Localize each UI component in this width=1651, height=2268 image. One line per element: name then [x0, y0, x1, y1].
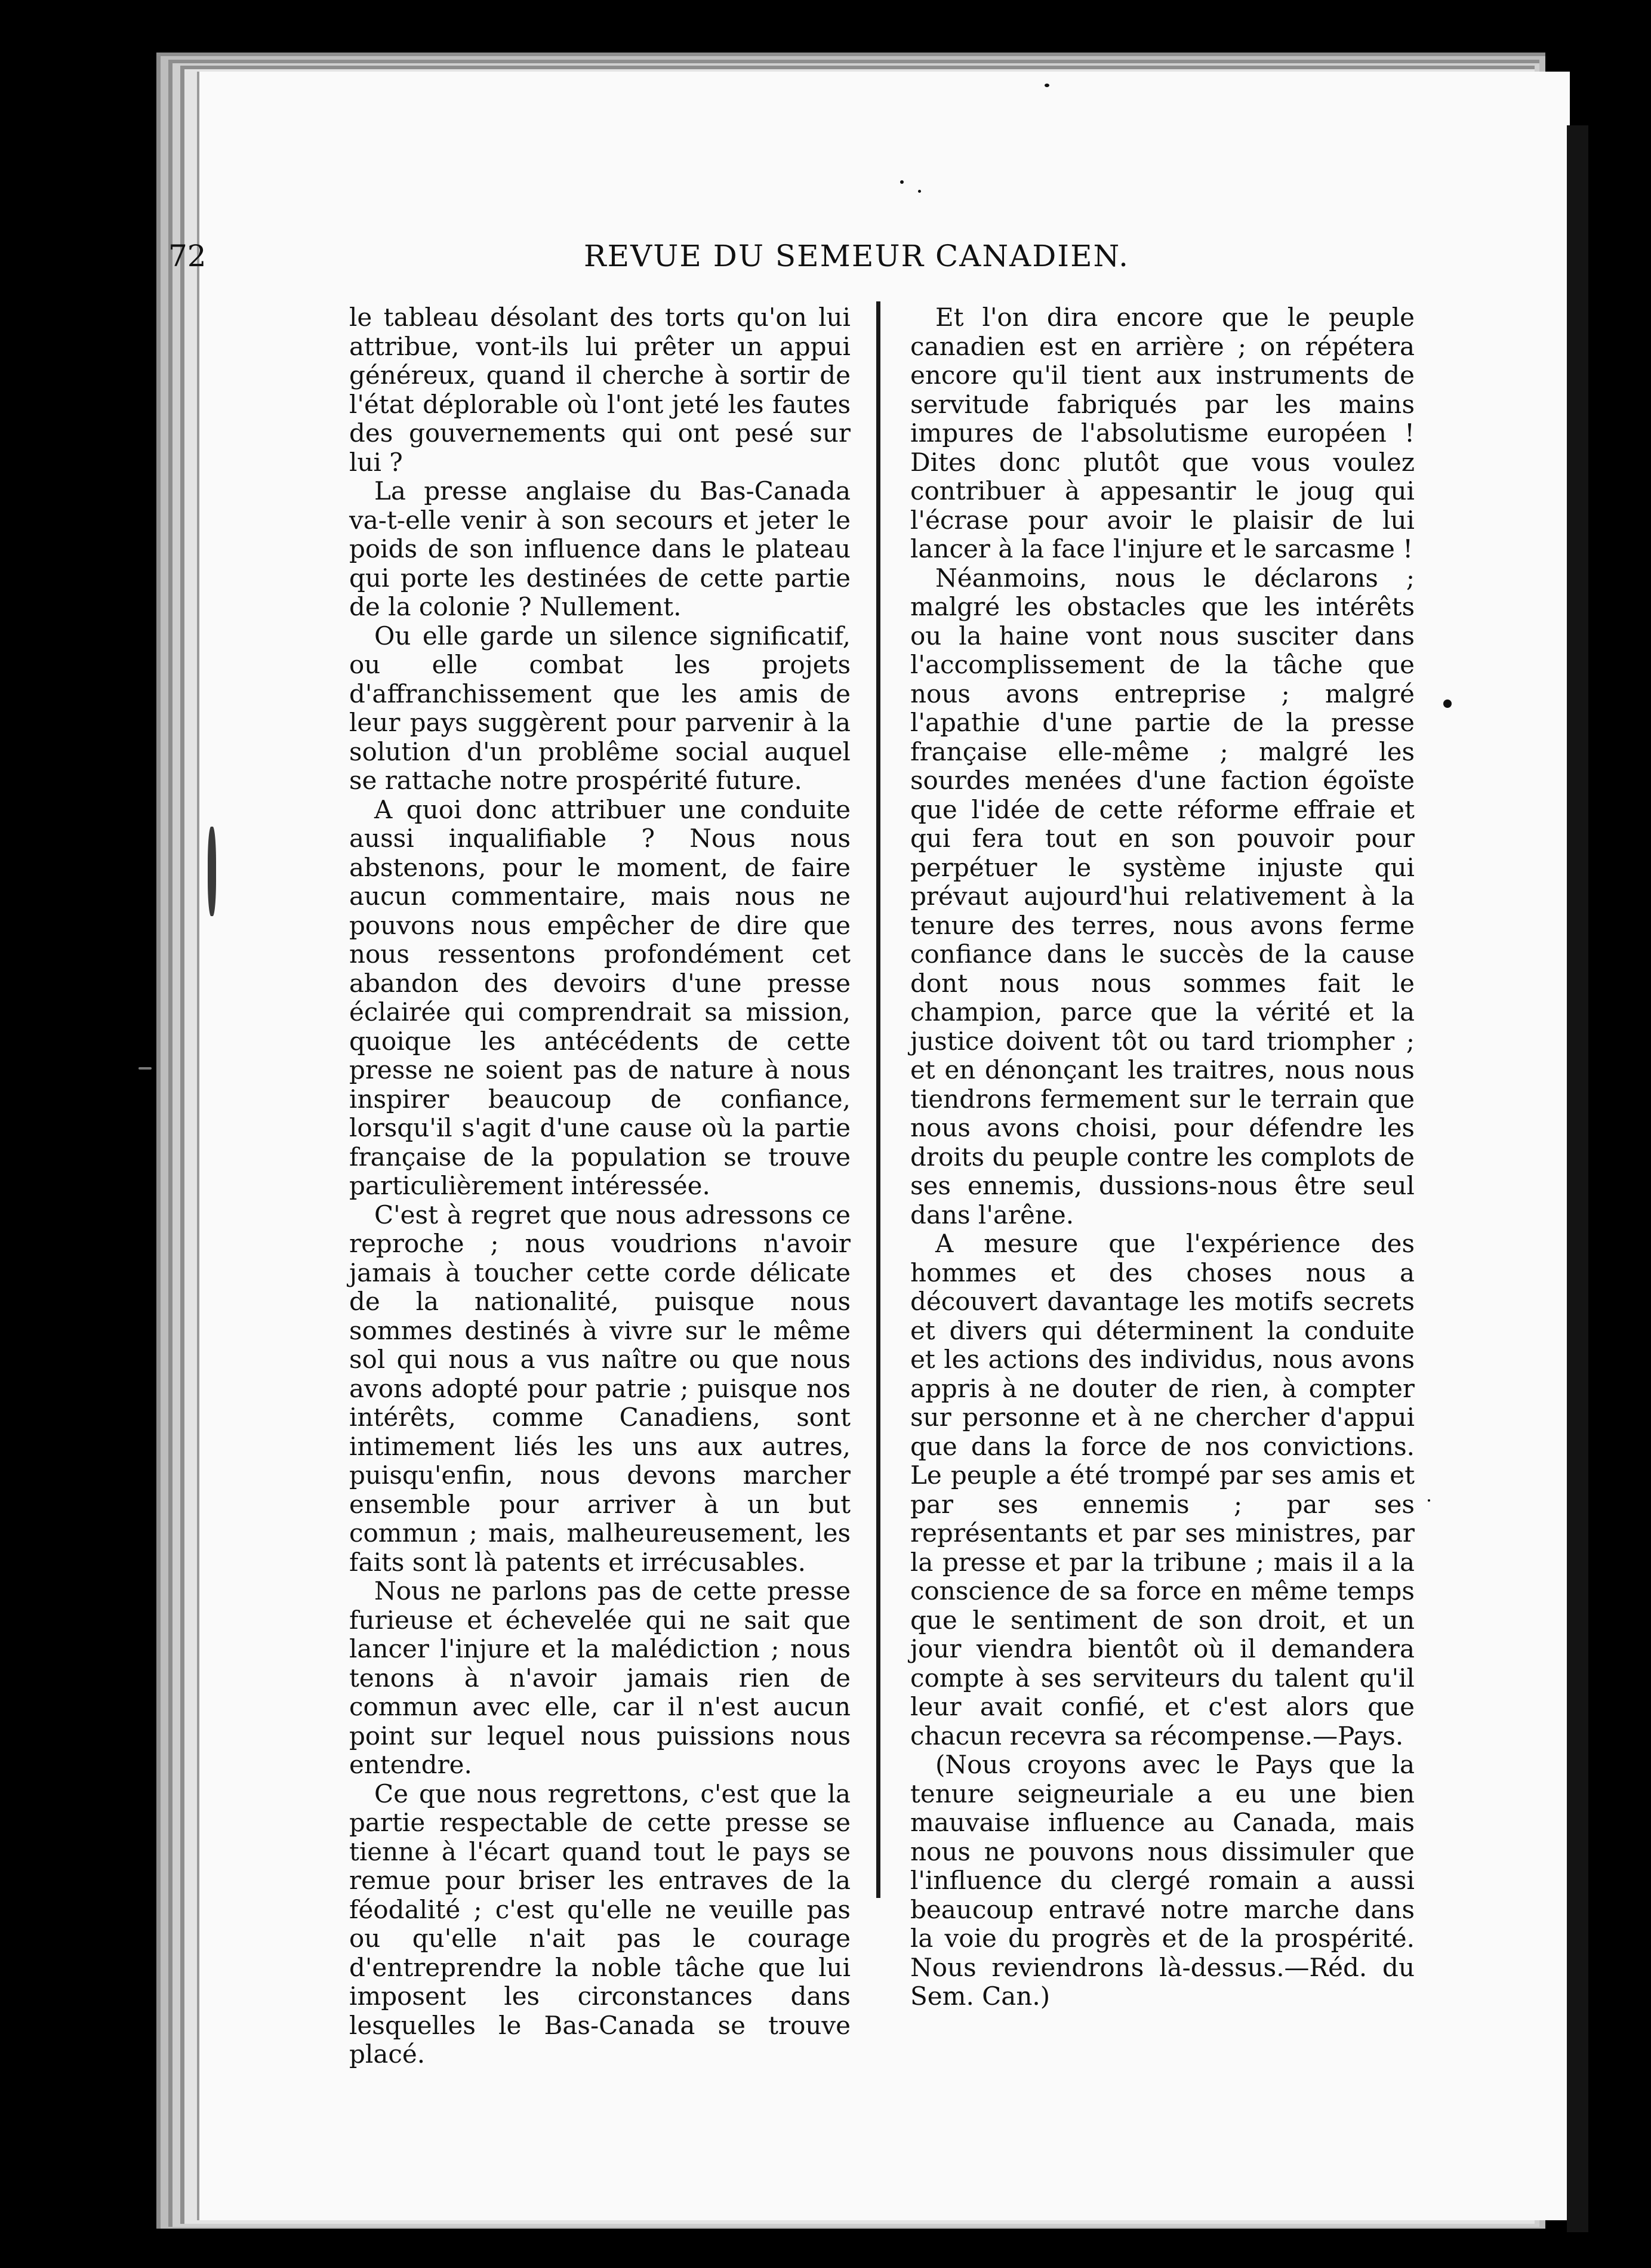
paragraph: C'est à regret que nous adressons ce reproche ; nous voudrions n'avoir jamais à toucher cette corde délicate de la nationalité, puisque nous sommes destinés à vivre sur le même sol qui nous a vus naître ou que nous avons adopté pour patrie ; puisque nos intérêts, comme Canadiens, sont intimement liés les uns aux autres, puisqu'enfin, nous devons marcher ensemble pour arriver à un but commun ; mais, malheureusement, les faits sont là patents et irrécusables. [349, 1200, 851, 1577]
paragraph: le tableau désolant des torts qu'on lui attribue, vont-ils lui prêter un appui généreux, quand il cherche à sortir de l'état déplorable où l'ont jeté les fautes des gouvernements qui ont pesé sur lui ? [349, 303, 851, 477]
paragraph: La presse anglaise du Bas-Canada va-t-elle venir à son secours et jeter le poids de son influence dans le plateau qui porte les destinées de cette partie de la colonie ? Nullement. [349, 476, 851, 621]
right-text-column [910, 303, 1415, 2011]
paragraph: A quoi donc attribuer une conduite aussi inqualifiable ? Nous nous abstenons, pour le moment, de faire aucun commentaire, mais nous ne pouvons nous empêcher de dire que nous ressentons profondément cet abandon des devoirs d'une presse éclairée qui comprendrait sa mission, quoique les antécédents de cette presse ne soient pas de nature à nous inspirer beaucoup de confiance, lorsqu'il s'agit d'une cause où la partie française de la population se trouve particulièrement intéressée. [349, 794, 851, 1200]
ink-speck [1428, 1499, 1430, 1502]
paragraph: Nous ne parlons pas de cette presse furieuse et échevelée qui ne sait que lancer l'injure et la malédiction ; nous tenons à n'avoir jamais rien de commun avec elle, car il n'est aucun point sur lequel nous puissions nous entendre. [349, 1576, 851, 1779]
page-wear-mark [138, 1067, 152, 1070]
running-title: REVUE DU SEMEUR CANADIEN. [583, 239, 1130, 273]
ink-speck [1443, 699, 1452, 708]
ink-speck [900, 180, 904, 184]
paragraph: Néanmoins, nous le déclarons ; malgré les obstacles que les intérêts ou la haine vont nous susciter dans l'accomplissement de la tâche que nous avons entreprise ; malgré l'apathie d'une partie de la presse française elle-même ; malgré les sourdes menées d'une faction égoïste que l'idée de cette réforme effraie et qui fera tout en son pouvoir pour perpétuer le système injuste qui prévaut aujourd'hui relativement à la tenure des terres, nous avons ferme confiance dans le succès de la cause dont nous nous sommes fait le champion, parce que la vérité et la justice doivent tôt ou tard triompher ; et en dénonçant les traitres, nous nous tiendrons fermement sur le terrain que nous avons choisi, pour défendre les droits du peuple contre les complots de ses ennemis, dussions-nous être seul dans l'arêne. [910, 563, 1415, 1229]
ink-speck [918, 190, 921, 193]
column-divider [876, 301, 880, 1898]
ink-speck [1045, 84, 1049, 87]
left-text-column [349, 303, 851, 2069]
page-header [0, 239, 1651, 292]
page-number: 72 [168, 239, 207, 273]
page-wear-mark [208, 827, 216, 916]
paragraph: A mesure que l'expérience des hommes et des choses nous a découvert davantage les motifs secrets et divers qui déterminent la conduite et les actions des individus, nous avons appris à ne douter de rien, à compter sur personne et à ne chercher d'appui que dans la force de nos convictions. Le peuple a été trompé par ses amis et par ses ennemis ; par ses représentants et par ses ministres, par la presse et par la tribune ; mais il a la conscience de sa force en même temps que le sentiment de son droit, et un jour viendra bientôt où il demandera compte à ses serviteurs du talent qu'il leur avait confié, et c'est alors que chacun recevra sa récompense.—Pays. [910, 1229, 1415, 1751]
paragraph: Ce que nous regrettons, c'est que la partie respectable de cette presse se tienne à l'écart quand tout le pays se remue pour briser les entraves de la féodalité ; c'est qu'elle ne veuille pas ou qu'elle n'ait pas le courage d'entreprendre la noble tâche que lui imposent les circonstances dans lesquelles le Bas-Canada se trouve placé. [349, 1779, 851, 2069]
paragraph: Et l'on dira encore que le peuple canadien est en arrière ; on répétera encore qu'il tient aux instruments de servitude fabriqués par les mains impures de l'absolutisme européen ! Dites donc plutôt que vous voulez contribuer à appesantir le joug qui l'écrase pour avoir le plaisir de lui lancer à la face l'injure et le sarcasme ! [910, 303, 1415, 563]
book-binding-shadow [1567, 125, 1588, 2232]
paragraph: (Nous croyons avec le Pays que la tenure seigneuriale a eu une bien mauvaise influence au Canada, mais nous ne pouvons nous dissimuler que l'influence du clergé romain a aussi beaucoup entravé notre marche dans la voie du progrès et de la prospérité. Nous reviendrons là-dessus.—Réd. du Sem. Can.) [910, 1750, 1415, 2011]
paragraph: Ou elle garde un silence significatif, ou elle combat les projets d'affranchissement que les amis de leur pays suggèrent pour parvenir à la solution d'un problême social auquel se rattache notre prospérité future. [349, 621, 851, 795]
